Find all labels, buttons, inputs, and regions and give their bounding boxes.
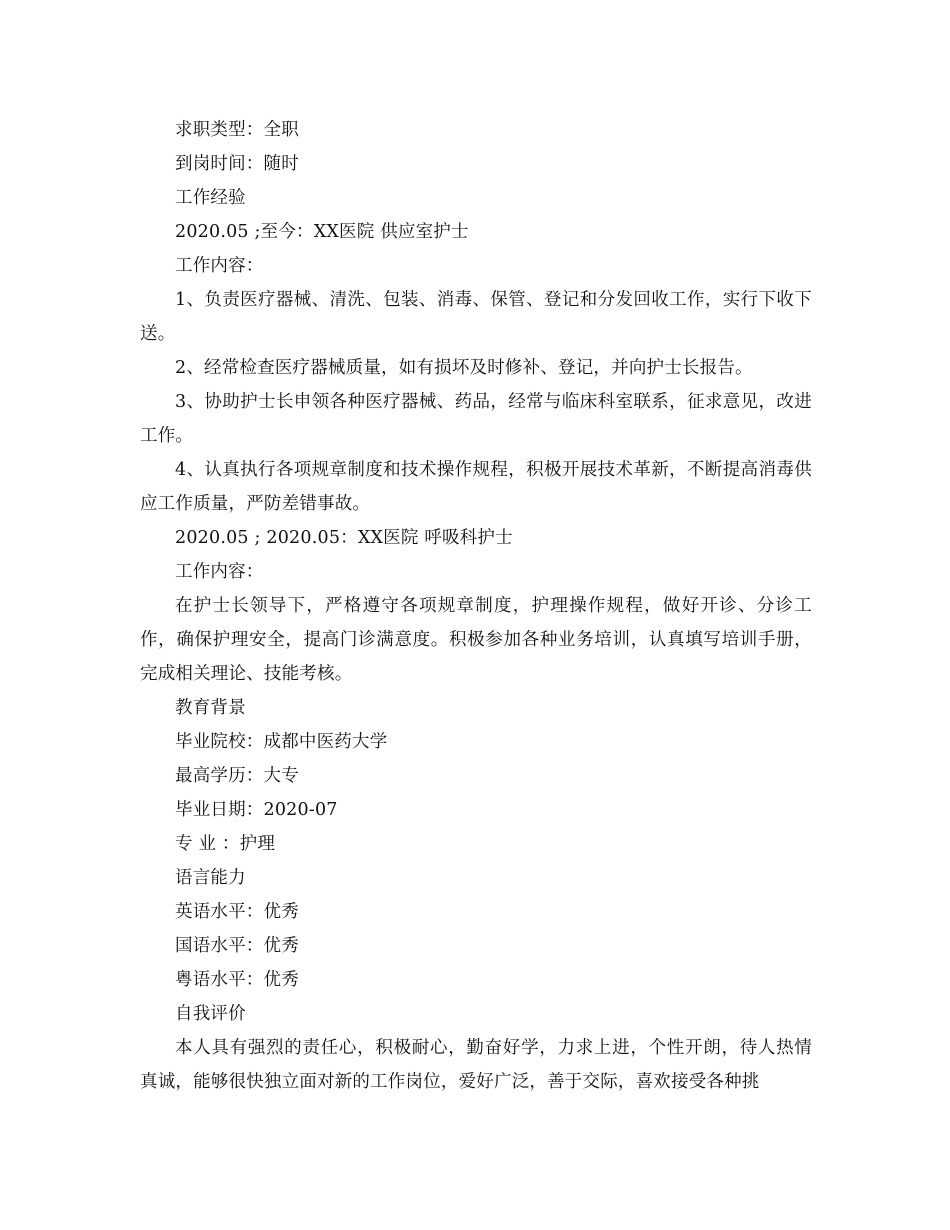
work-experience-heading: 工作经验 xyxy=(175,188,246,208)
job1-duty: 3、协助护士长申领各种医疗器械、药品，经常与临床科室联系，征求意见，改进工作。 xyxy=(140,392,812,446)
major: 专 业 ：护理 xyxy=(175,834,276,854)
english-level: 英语水平：优秀 xyxy=(175,902,299,922)
degree: 最高学历：大专 xyxy=(175,766,299,786)
job1-duty: 4、认真执行各项规章制度和技术操作规程，积极开展技术革新，不断提高消毒供应工作质量，严防差错事故。 xyxy=(140,460,812,514)
job1-content-label: 工作内容： xyxy=(175,256,264,276)
self-evaluation-text: 本人具有强烈的责任心，积极耐心，勤奋好学，力求上进，个性开朗，待人热情真诚，能够很快独立面对新的工作岗位，爱好广泛，善于交际，喜欢接受各种挑 xyxy=(140,1038,812,1092)
mandarin-level: 国语水平：优秀 xyxy=(175,936,299,956)
cantonese-level: 粤语水平：优秀 xyxy=(175,970,299,990)
resume-body xyxy=(140,113,812,1099)
graduation-date: 毕业日期：2020-07 xyxy=(175,800,338,820)
school: 毕业院校：成都中医药大学 xyxy=(175,732,388,752)
job1-duty: 1、负责医疗器械、清洗、包装、消毒、保管、登记和分发回收工作，实行下收下送。 xyxy=(140,290,812,344)
job1-header: 2020.05 ;至今：XX医院 供应室护士 xyxy=(175,222,469,242)
self-evaluation-heading: 自我评价 xyxy=(175,1004,246,1024)
start-time: 到岗时间：随时 xyxy=(175,154,299,174)
language-heading: 语言能力 xyxy=(175,868,246,888)
job2-content-label: 工作内容： xyxy=(175,562,264,582)
job2-description: 在护士长领导下，严格遵守各项规章制度，护理操作规程，做好开诊、分诊工作，确保护理安全，提高门诊满意度。积极参加各种业务培训，认真填写培训手册，完成相关理论、技能考核。 xyxy=(140,596,812,684)
job-type: 求职类型：全职 xyxy=(175,120,299,140)
job2-header: 2020.05 ; 2020.05：XX医院 呼吸科护士 xyxy=(175,528,513,548)
education-heading: 教育背景 xyxy=(175,698,246,718)
job1-duty: 2、经常检查医疗器械质量，如有损坏及时修补、登记，并向护士长报告。 xyxy=(175,358,753,378)
